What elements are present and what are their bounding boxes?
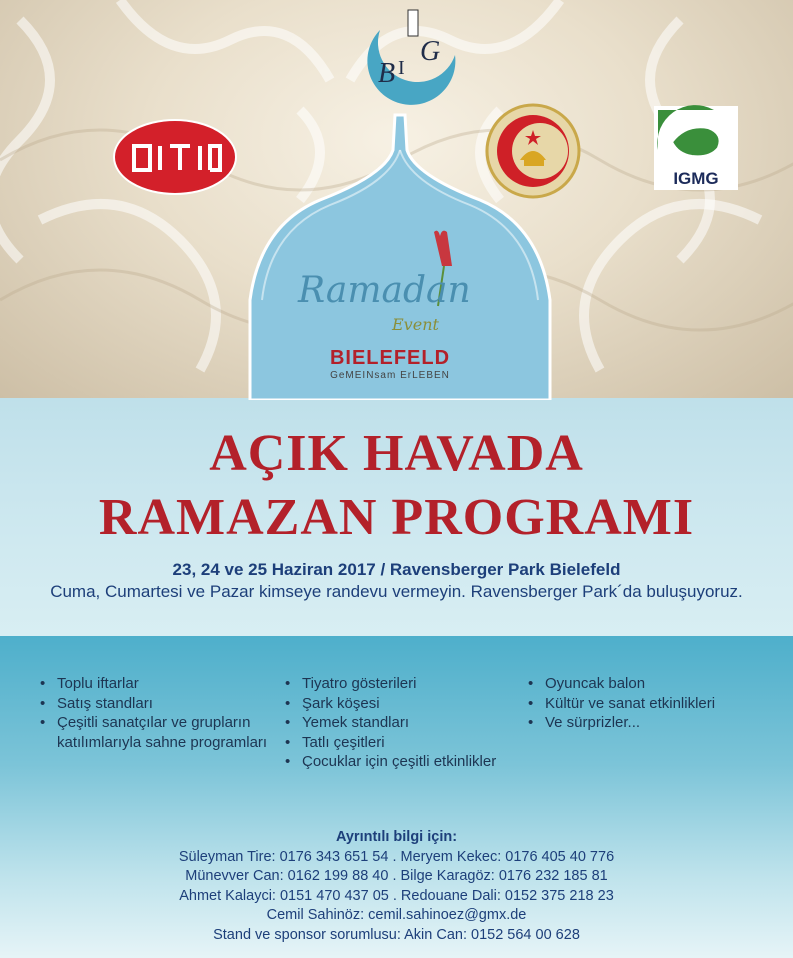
contact-line: Münevver Can: 0162 199 88 40 . Bilge Karagöz: 0176 232 185 81 — [185, 868, 608, 885]
igmg-logo-text: IGMG — [673, 169, 719, 188]
event-script-text: Event — [392, 315, 439, 334]
list-item: • Tatlı çeşitleri — [285, 733, 525, 753]
headline-line-2: RAMAZAN PROGRAMI — [98, 489, 695, 546]
crescent-emblem-logo — [484, 102, 582, 200]
list-item: • Yemek standları — [285, 713, 525, 733]
bg-logo-letter-i: I — [398, 57, 405, 79]
bielefeld-wordmark: BIELEFELD — [329, 347, 451, 369]
bg-crescent-logo — [350, 0, 470, 120]
contact-heading: Ayrıntılı bilgi için: — [335, 829, 458, 845]
contact-line: Stand ve sponsor sorumlusu: Akin Can: 0152 564 00 628 — [213, 926, 580, 943]
contact-block — [0, 828, 793, 946]
activities-column-2 — [285, 674, 525, 772]
headline-line-1: AÇIK HAVADA — [209, 425, 584, 482]
activities-column-1 — [40, 674, 280, 752]
list-item: • Tiyatro gösterileri — [285, 674, 525, 694]
bg-logo-letter-g: G — [420, 36, 441, 67]
list-item: • Toplu iftarlar — [40, 674, 280, 694]
list-item: • Çocuklar için çeşitli etkinlikler — [285, 752, 525, 772]
list-item: • Şark köşesi — [285, 694, 525, 714]
bg-logo-letter-b: B — [378, 58, 396, 89]
event-dates: 23, 24 ve 25 Haziran 2017 / Ravensberger Park Bielefeld — [172, 560, 621, 579]
list-item: • Satış standları — [40, 694, 280, 714]
bielefeld-logo — [300, 347, 480, 381]
contact-line: Ahmet Kalayci: 0151 470 437 05 . Redouane Dali: 0152 375 218 23 — [179, 887, 614, 904]
igmg-logo — [652, 104, 740, 192]
list-item: • Ve sürprizler... — [528, 713, 768, 733]
list-item: • Çeşitli sanatçılar ve grupların katılımlarıyla sahne programları — [40, 713, 277, 752]
ditib-logo — [112, 118, 238, 196]
event-subtitle: Cuma, Cumartesi ve Pazar kimseye randevu vermeyin. Ravensberger Park´da buluşuyoruz. — [50, 582, 743, 601]
ramadan-script-text: Ramadan — [298, 270, 471, 311]
activities-column-3 — [528, 674, 768, 733]
list-item: • Oyuncak balon — [528, 674, 768, 694]
contact-email-line[interactable]: Cemil Sahinöz: cemil.sahinoez@gmx.de — [266, 907, 527, 924]
bielefeld-tagline: GeMEINsam ErLEBEN — [330, 370, 450, 381]
list-item: • Kültür ve sanat etkinlikleri — [528, 694, 768, 714]
ramadan-event-logo — [292, 226, 492, 344]
contact-line: Süleyman Tire: 0176 343 651 54 . Meryem Kekec: 0176 405 40 776 — [178, 848, 615, 865]
